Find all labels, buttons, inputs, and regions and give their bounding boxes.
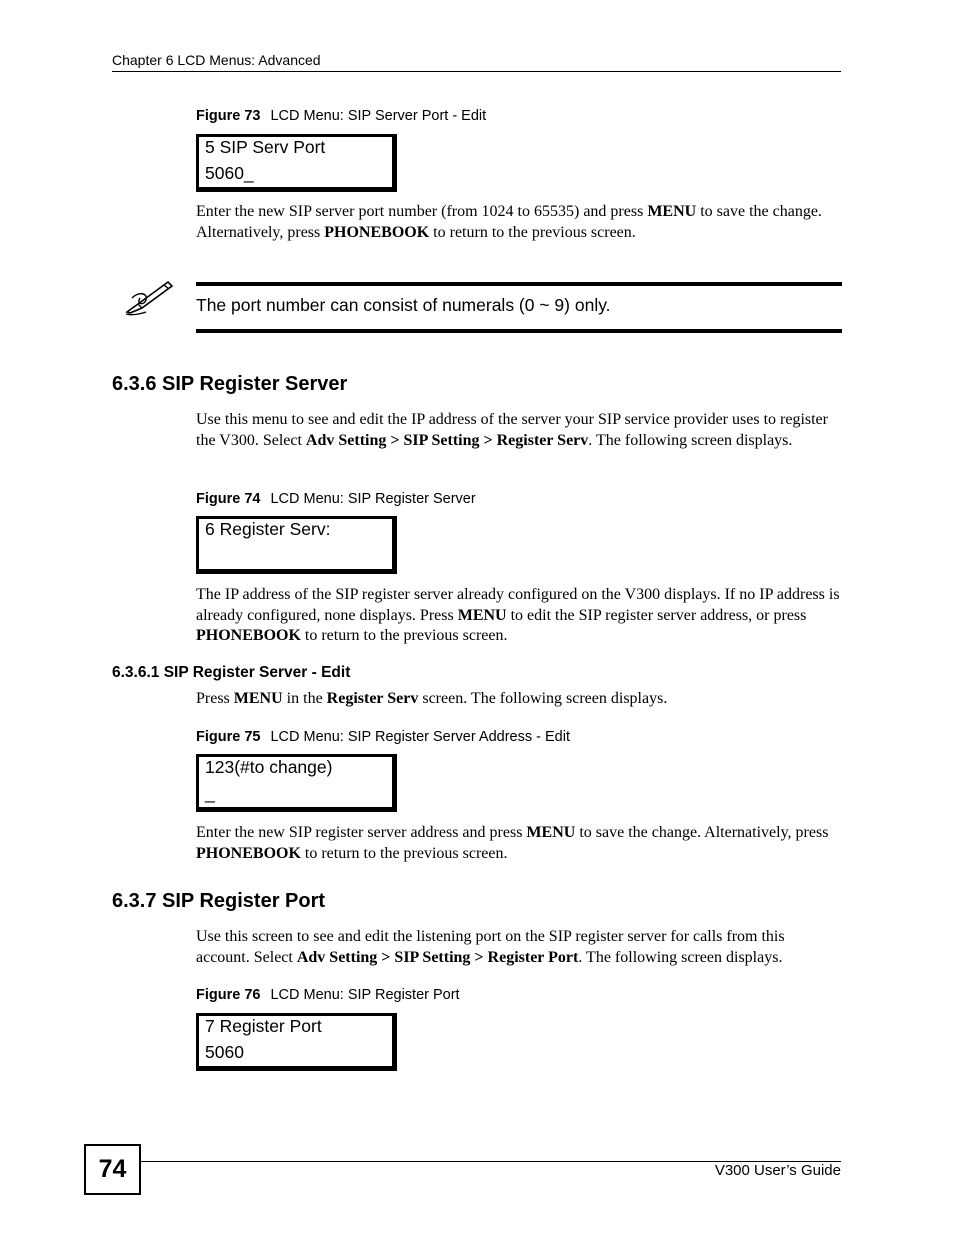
paragraph-server-port: Enter the new SIP server port number (from 1024 to 65535) and press MENU to save the change. Alternatively, press PHONEBOOK to return to the previous screen. xyxy=(196,203,822,241)
header-rule xyxy=(112,71,841,72)
figure-75-caption xyxy=(196,729,570,745)
figure-caption-text: LCD Menu: SIP Server Port - Edit xyxy=(270,108,487,124)
note-bottom-bar xyxy=(196,329,842,333)
page-number: 74 xyxy=(84,1144,141,1195)
figure-label: Figure 73 xyxy=(196,108,261,124)
figure-73-caption xyxy=(196,108,486,124)
figure-caption-text: LCD Menu: SIP Register Server xyxy=(270,491,476,507)
pen-icon xyxy=(124,278,174,318)
subsection-heading-6-3-6-1: 6.3.6.1 SIP Register Server - Edit xyxy=(112,664,351,681)
figure-caption-text: LCD Menu: SIP Register Port xyxy=(270,987,460,1003)
figure-label: Figure 75 xyxy=(196,729,261,745)
lcd-screen-figure-75 xyxy=(196,754,397,812)
paragraph-register-port: Use this screen to see and edit the listening port on the SIP register server for calls from this account. Select Adv Setting > SIP Setting > Register Port. The following screen displays. xyxy=(196,928,785,966)
lcd-line-1: 6 Register Serv: xyxy=(205,519,331,539)
lcd-line-1: 123(#to change) xyxy=(205,757,333,777)
paragraph-register-address: Enter the new SIP register server address and press MENU to save the change. Alternatively, press PHONEBOOK to return to the previous screen. xyxy=(196,824,829,862)
lcd-line-2: 5060_ xyxy=(205,163,254,183)
figure-74-caption xyxy=(196,491,476,507)
section-heading-6-3-7: 6.3.7 SIP Register Port xyxy=(112,890,326,912)
lcd-line-1: 7 Register Port xyxy=(205,1016,322,1036)
figure-label: Figure 76 xyxy=(196,987,261,1003)
figure-76-caption xyxy=(196,987,460,1003)
paragraph-register-server-edit: Press MENU in the Register Serv screen. The following screen displays. xyxy=(196,690,668,707)
lcd-line-2: _ xyxy=(205,783,215,803)
guide-title: V300 User’s Guide xyxy=(714,1162,841,1179)
note-top-bar xyxy=(196,282,842,286)
paragraph-register-server: Use this menu to see and edit the IP address of the server your SIP service provider uses to register the V300. Select Adv Setting > SIP Setting > Register Serv. The following screen displays. xyxy=(196,411,828,449)
lcd-screen-figure-74 xyxy=(196,516,397,574)
lcd-line-1: 5 SIP Serv Port xyxy=(205,137,326,157)
section-heading-6-3-6: 6.3.6 SIP Register Server xyxy=(112,373,348,395)
lcd-screen-figure-76 xyxy=(196,1013,397,1071)
paragraph-register-server-ip: The IP address of the SIP register server already configured on the V300 displays. If no IP address is already configured, none displays. Press MENU to edit the SIP register server address, or press PHONEBOOK to return to the previous screen. xyxy=(196,586,840,645)
figure-label: Figure 74 xyxy=(196,491,261,507)
chapter-header: Chapter 6 LCD Menus: Advanced xyxy=(112,52,321,68)
figure-caption-text: LCD Menu: SIP Register Server Address - Edit xyxy=(270,729,570,745)
lcd-line-2: 5060 xyxy=(205,1042,244,1062)
note-text: The port number can consist of numerals (0 ~ 9) only. xyxy=(196,295,611,315)
lcd-screen-figure-73 xyxy=(196,134,397,192)
